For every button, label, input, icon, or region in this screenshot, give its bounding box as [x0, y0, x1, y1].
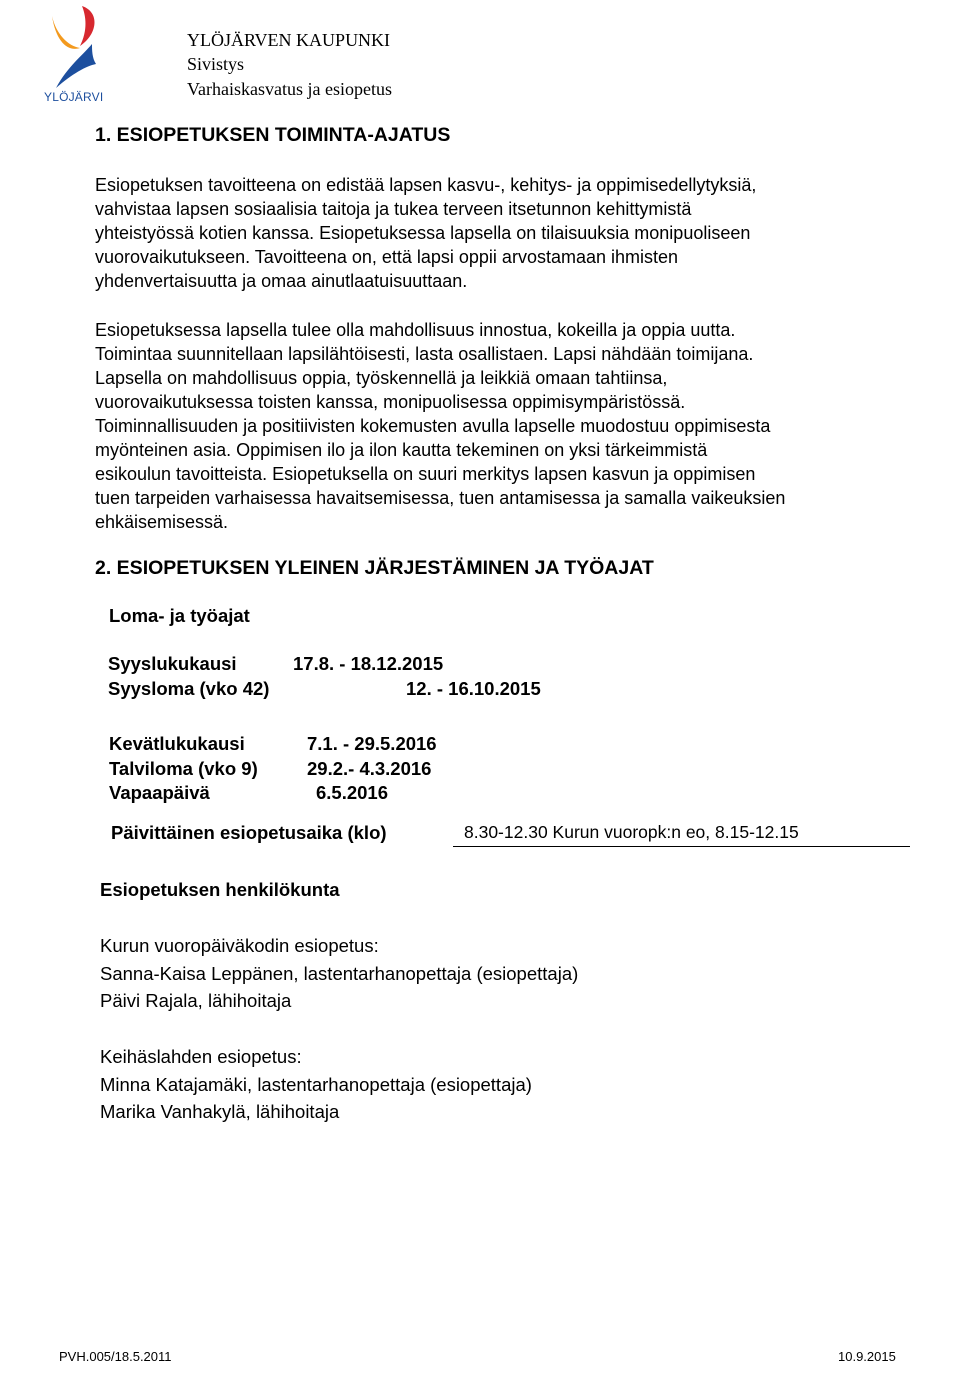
unit-name: Varhaiskasvatus ja esiopetus	[187, 79, 392, 99]
text-line: myönteinen asia. Oppimisen ilo ja ilon kautta tekeminen on yksi tärkeimmistä	[95, 440, 708, 460]
daily-hours-underline	[453, 846, 910, 847]
logo-text: YLÖJÄRVI	[44, 90, 104, 104]
winter-break-label: Talviloma (vko 9)	[109, 758, 258, 779]
section1-paragraph-2	[95, 318, 785, 534]
autumn-break-label: Syysloma (vko 42)	[108, 678, 270, 699]
staff-heading: Esiopetuksen henkilökunta	[100, 879, 340, 900]
text-line: tuen tarpeiden varhaisessa havaitsemisessa, tuen antamisessa ja samalla vaikeuksien	[95, 488, 786, 508]
text-line: Toiminnallisuuden ja positiivisten kokemusten avulla lapselle muodostuu oppimisesta	[95, 416, 771, 436]
text-line: esikoulun tavoitteista. Esiopetuksella on suuri merkitys lapsen kasvun ja oppimisen	[95, 464, 756, 484]
spring-term-label: Kevätlukukausi	[109, 733, 245, 754]
day-off-label: Vapaapäivä	[109, 782, 210, 803]
text-line: Esiopetuksen tavoitteena on edistää lapsen kasvu-, kehitys- ja oppimisedellytyksiä,	[95, 175, 757, 195]
autumn-term-label: Syyslukukausi	[108, 653, 237, 674]
winter-break-dates: 29.2.- 4.3.2016	[307, 758, 432, 779]
text-line: yhteistyössä kotien kanssa. Esiopetuksessa lapsella on tilaisuuksia monipuoliseen	[95, 223, 751, 243]
text-line: yhdenvertaisuutta ja omaa ainutlaatuisuuttaan.	[95, 271, 468, 291]
footer-date: 10.9.2015	[838, 1349, 896, 1364]
staff-member: Sanna-Kaisa Leppänen, lastentarhanopettaja (esiopettaja)	[100, 963, 579, 984]
section1-heading: 1. ESIOPETUKSEN TOIMINTA-AJATUS	[95, 124, 451, 146]
day-off-date: 6.5.2016	[316, 782, 389, 803]
section2-heading: 2. ESIOPETUKSEN YLEINEN JÄRJESTÄMINEN JA TYÖAJAT	[95, 557, 654, 579]
daily-hours-label: Päivittäinen esiopetusaika (klo)	[111, 822, 387, 843]
text-line: Esiopetuksessa lapsella tulee olla mahdollisuus innostua, kokeilla ja oppia uutta.	[95, 320, 736, 340]
staff-member: Päivi Rajala, lähihoitaja	[100, 990, 292, 1011]
org-name: YLÖJÄRVEN KAUPUNKI	[187, 30, 391, 50]
department-name: Sivistys	[187, 54, 245, 74]
text-line: Toimintaa suunnitellaan lapsilähtöisesti, lasta osallistaen. Lapsi nähdään toimijana.	[95, 344, 754, 364]
section1-paragraph-1	[95, 173, 756, 293]
footer-doc-code: PVH.005/18.5.2011	[59, 1349, 172, 1364]
staff-member: Marika Vanhakylä, lähihoitaja	[100, 1101, 340, 1122]
text-line: vuorovaikutukseen. Tavoitteena on, että lapsi oppii arvostamaan ihmisten	[95, 247, 679, 267]
staff-member: Minna Katajamäki, lastentarhanopettaja (esiopettaja)	[100, 1074, 532, 1095]
staff-group1-title: Kurun vuoropäiväkodin esiopetus:	[100, 935, 379, 956]
spring-term-dates: 7.1. - 29.5.2016	[307, 733, 437, 754]
autumn-break-dates: 12. - 16.10.2015	[406, 678, 541, 699]
holidays-subheading: Loma- ja työajat	[109, 605, 250, 626]
staff-group2-title: Keihäslahden esiopetus:	[100, 1046, 302, 1067]
text-line: Lapsella on mahdollisuus oppia, työskennellä ja leikkiä omaan tahtiinsa,	[95, 368, 668, 388]
daily-hours-value: 8.30-12.30 Kurun vuoropk:n eo, 8.15-12.15	[464, 822, 799, 842]
autumn-term-dates: 17.8. - 18.12.2015	[293, 653, 444, 674]
text-line: vuorovaikutuksessa toisten kanssa, monipuolisessa oppimisympäristössä.	[95, 392, 686, 412]
text-line: vahvistaa lapsen sosiaalisia taitoja ja tukea terveen itsetunnon kehittymistä	[95, 199, 692, 219]
text-line: ehkäisemisessä.	[95, 512, 229, 532]
